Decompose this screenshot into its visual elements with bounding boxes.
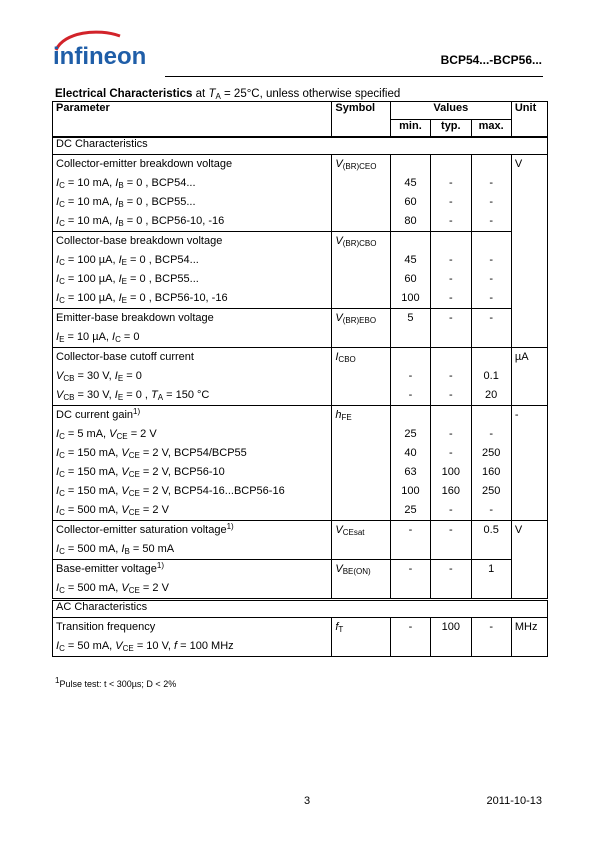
table-row [53, 406, 548, 521]
max-cell: 1 [471, 560, 511, 600]
table-row [53, 560, 548, 600]
symbol-cell: $V_{(BR)EBO}$ [332, 309, 390, 348]
param-title: Collector-base cutoff current [56, 351, 194, 363]
section-title [55, 88, 400, 100]
param-cond: $I_C = 500$ mA, $V_{CE} = 2$ V [56, 582, 169, 595]
symbol-cell: $I_{CBO}$ [332, 348, 390, 406]
param-title: Collector-emitter saturation voltage$^{1)}$ [56, 522, 234, 536]
typ-cell: - [431, 309, 471, 348]
symbol-cell: $h_{FE}$ [332, 406, 390, 521]
max-cell: - [471, 618, 511, 657]
page-date: 2011-10-13 [486, 795, 542, 807]
unit-cell: - [511, 406, 547, 521]
param-title: Transition frequency [56, 621, 156, 633]
param-cond: $I_C = 150$ mA, $V_{CE} = 2$ V, BCP54/BCP55 [56, 447, 247, 460]
max-cell: - 250 160 250 - [471, 406, 511, 521]
min-cell: 5 [390, 309, 430, 348]
param-title: Collector-base breakdown voltage [56, 235, 223, 247]
max-cell: 0.5 [471, 521, 511, 560]
header-divider [165, 76, 543, 77]
table-row [53, 155, 548, 232]
param-title: Base-emitter voltage$^{1)}$ [56, 561, 165, 575]
section-title-at: at [192, 88, 209, 100]
min-cell: - [390, 521, 430, 560]
param-cond: $I_C = 500$ mA, $V_{CE} = 2$ V [56, 504, 169, 517]
footnote-text: Pulse test: t < 300µs; D < 2% [59, 679, 177, 689]
footnote [55, 676, 177, 689]
unit-cell: V [511, 521, 547, 600]
header-symbol: Symbol [332, 102, 390, 138]
param-cond: $I_C = 500$ mA, $I_B = 50$ mA [56, 543, 175, 556]
electrical-characteristics-table [52, 101, 548, 657]
typ-cell: - [431, 560, 471, 600]
min-cell: 25 40 63 100 25 [390, 406, 430, 521]
section-title-bold: Electrical Characteristics [55, 88, 193, 100]
param-cond: $V_{CB} = 30$ V, $I_E = 0$ [56, 370, 142, 383]
param-cell [53, 521, 332, 560]
symbol-cell: $V_{(BR)CBO}$ [332, 232, 390, 309]
header-typ: typ. [431, 120, 471, 138]
param-cond: $V_{CB} = 30$ V, $I_E = 0$ , $T_A = 150$ °C [56, 389, 210, 402]
ta-symbol: T [208, 88, 216, 100]
typ-cell: - - - [431, 232, 471, 309]
min-cell: - - [390, 348, 430, 406]
document-title: BCP54...-BCP56... [440, 53, 542, 67]
header-unit: Unit [511, 102, 547, 138]
min-cell: 45 60 100 [390, 232, 430, 309]
param-title: Emitter-base breakdown voltage [56, 312, 214, 324]
param-cell [53, 560, 332, 600]
table-header-row [53, 102, 548, 120]
typ-cell: - - 100 160 - [431, 406, 471, 521]
typ-cell: - [431, 521, 471, 560]
max-cell: - [471, 309, 511, 348]
header-parameter: Parameter [53, 102, 332, 138]
param-cond: $I_C = 100$ µA, $I_E = 0$ , BCP54... [56, 254, 199, 267]
param-cell [53, 406, 332, 521]
unit-cell: µA [511, 348, 547, 406]
dc-section-row [53, 137, 548, 155]
param-cell [53, 232, 332, 309]
param-cell [53, 618, 332, 657]
header-values: Values [390, 102, 511, 120]
header-min: min. [390, 120, 430, 138]
min-cell: - [390, 618, 430, 657]
table-row [53, 618, 548, 657]
unit-cell: V [511, 155, 547, 348]
typ-cell: 100 [431, 618, 471, 657]
param-cond: $I_C = 10$ mA, $I_B = 0$ , BCP56-10, -16 [56, 215, 225, 228]
unit-cell: MHz [511, 618, 547, 657]
param-cond: $I_C = 5$ mA, $V_{CE} = 2$ V [56, 428, 157, 441]
param-cell [53, 348, 332, 406]
table-row [53, 348, 548, 406]
ac-section-row [53, 600, 548, 618]
min-cell: 45 60 80 [390, 155, 430, 232]
dc-section-title: DC Characteristics [53, 137, 548, 155]
symbol-cell: $V_{BE(ON)}$ [332, 560, 390, 600]
param-cond: $I_C = 100$ µA, $I_E = 0$ , BCP55... [56, 273, 199, 286]
max-cell: - - - [471, 155, 511, 232]
table-row [53, 521, 548, 560]
param-cond: $I_C = 150$ mA, $V_{CE} = 2$ V, BCP54-16...BCP56-16 [56, 485, 285, 498]
symbol-cell: $V_{(BR)CEO}$ [332, 155, 390, 232]
symbol-cell: $V_{CEsat}$ [332, 521, 390, 560]
param-cell [53, 309, 332, 348]
min-cell: - [390, 560, 430, 600]
ta-subscript: A [215, 92, 221, 101]
page-number: 3 [304, 795, 311, 807]
param-cell [53, 155, 332, 232]
max-cell: - - - [471, 232, 511, 309]
typ-cell: - - [431, 348, 471, 406]
symbol-cell: $f_T$ [332, 618, 390, 657]
param-cond: $I_C = 10$ mA, $I_B = 0$ , BCP54... [56, 177, 196, 190]
param-cond: $I_C = 150$ mA, $V_{CE} = 2$ V, BCP56-10 [56, 466, 225, 479]
typ-cell: - - - [431, 155, 471, 232]
svg-text:infineon: infineon [53, 43, 147, 70]
infineon-logo [50, 30, 160, 74]
table-row [53, 232, 548, 309]
param-cond: $I_C = 10$ mA, $I_B = 0$ , BCP55... [56, 196, 196, 209]
param-cond: $I_C = 100$ µA, $I_E = 0$ , BCP56-10, -16 [56, 292, 228, 305]
param-title: Collector-emitter breakdown voltage [56, 158, 233, 170]
table-row [53, 309, 548, 348]
section-title-rest: = 25°C, unless otherwise specified [220, 88, 401, 100]
max-cell: 0.1 20 [471, 348, 511, 406]
footnote-marker: 1 [55, 676, 60, 685]
ac-section-title: AC Characteristics [53, 600, 548, 618]
param-title: DC current gain$^{1)}$ [56, 407, 141, 421]
param-cond: $I_C = 50$ mA, $V_{CE} = 10$ V, f = 100 MHz [56, 640, 234, 653]
param-cond: $I_E = 10$ µA, $I_C = 0$ [56, 331, 140, 344]
header-max: max. [471, 120, 511, 138]
